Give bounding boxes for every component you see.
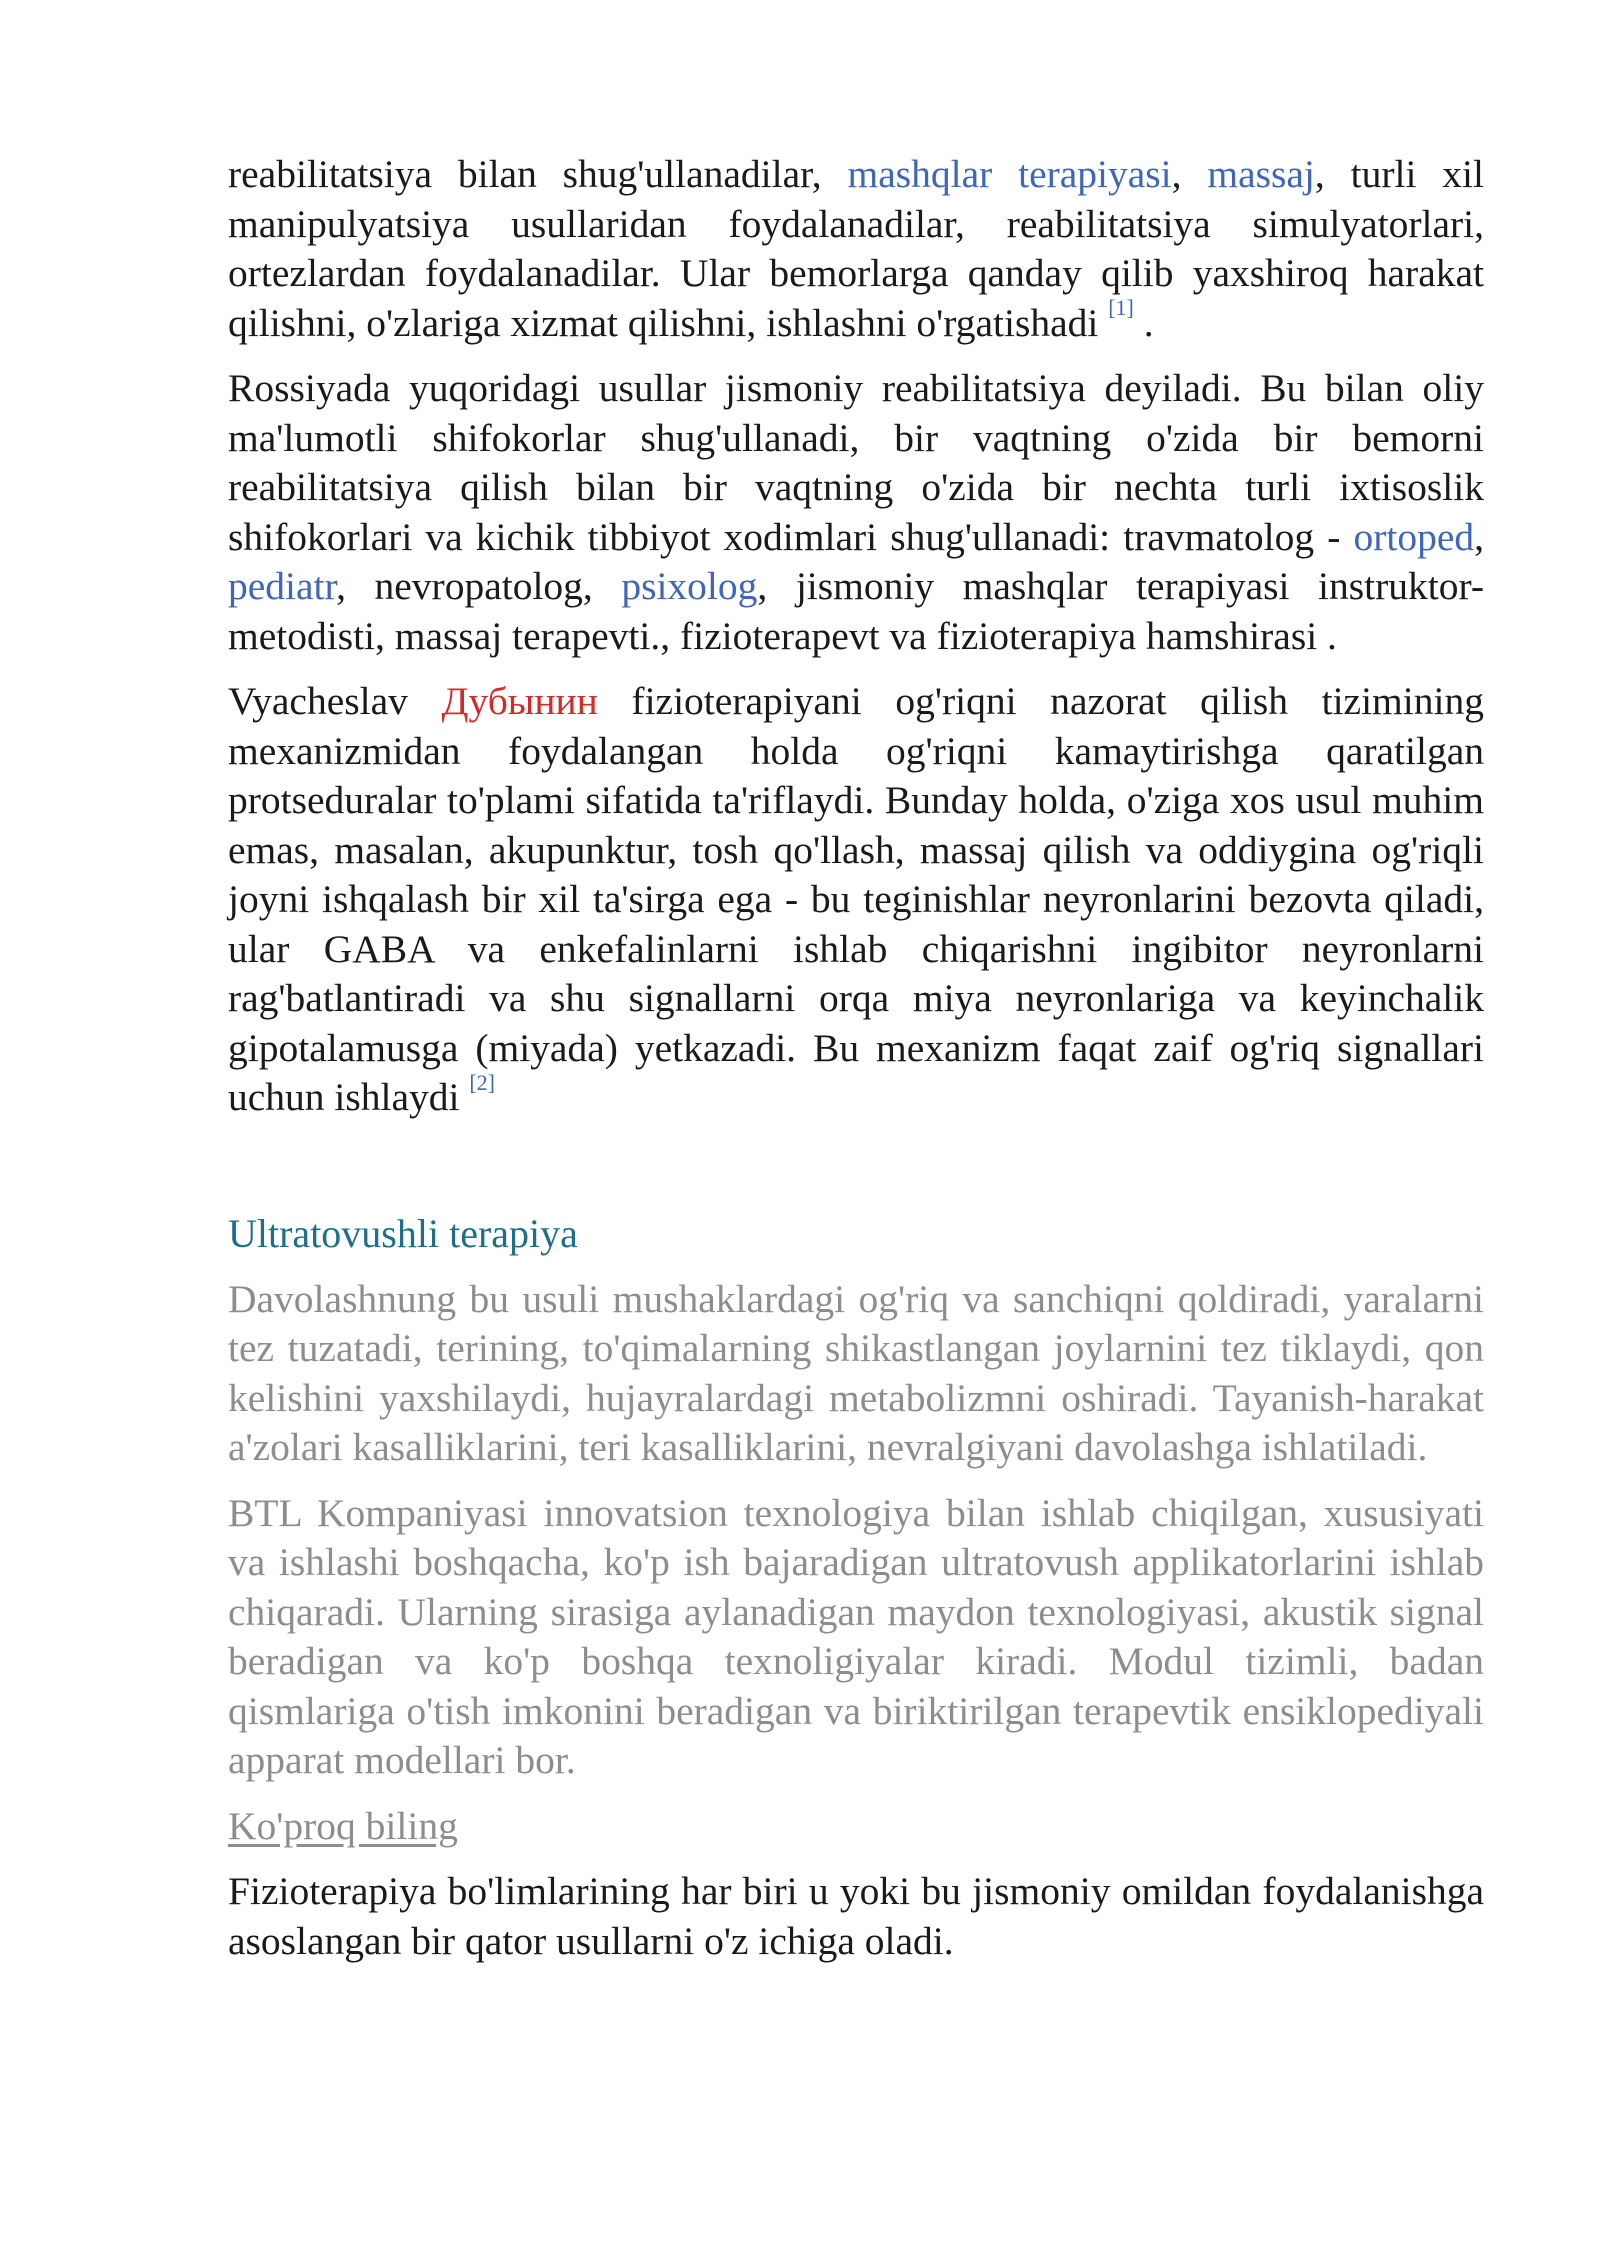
article-body (228, 150, 1484, 1982)
reference-marker (469, 1070, 495, 1095)
learn-more-container (228, 1802, 1484, 1852)
link-massaj[interactable]: massaj (1207, 152, 1315, 196)
paragraph-btl-company: BTL Kompaniyasi innovatsion texnologiya bilan ishlab chiqilgan, xususiyati va ishlashi boshqacha, ko'p ish bajaradigan ultratovush applikatorlarini ishlab chiqaradi. Ularning sirasiga aylanadigan maydon texnologiyasi, akustik signal beradigan va ko'p boshqa texnoligiyalar kiradi. Modul tizimli, badan qismlariga o'tish imkonini beradigan va biriktirilgan terapevtik ensiklopediyali apparat modellari bor. (228, 1490, 1484, 1782)
link-psixolog[interactable]: psixolog (621, 564, 758, 608)
reference-link-1[interactable]: [1] (1108, 295, 1134, 321)
learn-more-link[interactable]: Ko'proq biling (228, 1803, 458, 1848)
reference-link-2[interactable]: [2] (469, 1069, 496, 1095)
link-dubynin[interactable]: Дубынин (441, 679, 598, 723)
text-span: , jismoniy mashqlar terapiyasi instruktor-metodisti, massaj terapevti., fizioterapevt va fizioterapiya hamshirasi . (228, 564, 1484, 658)
text-span: Vyacheslav (228, 679, 442, 723)
paragraph-ultrasound-benefits: Davolashnung bu usuli mushaklardagi og'riq va sanchiqni qoldiradi, yaralarni tez tuzatadi, terining, to'qimalarning shikastlangan joylarnini tez tiklaydi, qon kelishini yaxshilaydi, hujayralardagi metabolizmni oshiradi. Tayanish-harakat a'zolari kasalliklarini, teri kasalliklarini, nevralgiyani davolashga ishlatiladi. (228, 1276, 1484, 1469)
paragraph-russia-rehabilitation (228, 364, 1484, 661)
paragraph-physiotherapy-departments: Fizioterapiya bo'limlarining har biri u yoki bu jismoniy omildan foydalanishga asoslangan bir qator usullarni o'z ichiga oladi. (228, 1869, 1484, 1963)
text-span: , (1171, 152, 1208, 196)
text-span: , turli xil manipulyatsiya usullaridan foydalanadilar, reabilitatsiya simulyatorlari, ortezlardan foydalanadilar. Ular bemorlarga qanday qilib yaxshiroq harakat qilishni, o'zlariga xizmat qilishni, ishlashni o'rgatishadi (228, 152, 1485, 345)
section-heading-ultrasound-therapy: Ultratovushli terapiya (228, 1210, 578, 1256)
link-mashqlar-terapiyasi[interactable]: mashqlar terapiyasi (847, 152, 1172, 196)
paragraph-pain-control (228, 677, 1484, 1123)
text-span: fizioterapiyani og'riqni nazorat qilish tizimining mexanizmidan foydalangan holda og'riqni kamaytirishga qaratilgan protseduralar to'plami sifatida ta'riflaydi. Bunday holda, o'ziga xos usul muhim emas, masalan, akupunktur, tosh qo'llash, massaj qilish va oddiygina og'riqli joyni ishqalash bir xil ta'sirga ega - bu teginishlar neyronlarini bezovta qiladi, ular GABA va enkefalinlarni ishlab chiqarishni ingibitor neyronlarni rag'batlantiradi va shu signallarni orqa miya neyronlariga va keyinchalik gipotalamusga (miyada) yetkazadi. Bu mexanizm faqat zaif og'riq signallari uchun ishlaydi (228, 679, 1484, 1119)
link-ortoped[interactable]: ortoped (1353, 514, 1475, 559)
text-span: , (1474, 514, 1484, 559)
reference-marker (1108, 295, 1134, 320)
paragraph-rehabilitation-methods (228, 150, 1484, 348)
text-span: , nevropatolog, (336, 564, 622, 608)
text-span: . (1133, 300, 1154, 345)
text-span: Rossiyada yuqoridagi usullar jismoniy reabilitatsiya deyiladi. Bu bilan oliy ma'lumotli shifokorlar shug'ullanadi, bir vaqtning o'zida bir bemorni reabilitatsiya qilish bilan bir vaqtning o'zida bir nechta turli ixtisoslik shifokorlari va kichik tibbiyot xodimlari shug'ullanadi: travmatolog - (228, 366, 1484, 559)
text-span: reabilitatsiya bilan shug'ullanadilar, (228, 152, 848, 196)
link-pediatr[interactable]: pediatr (228, 564, 337, 608)
